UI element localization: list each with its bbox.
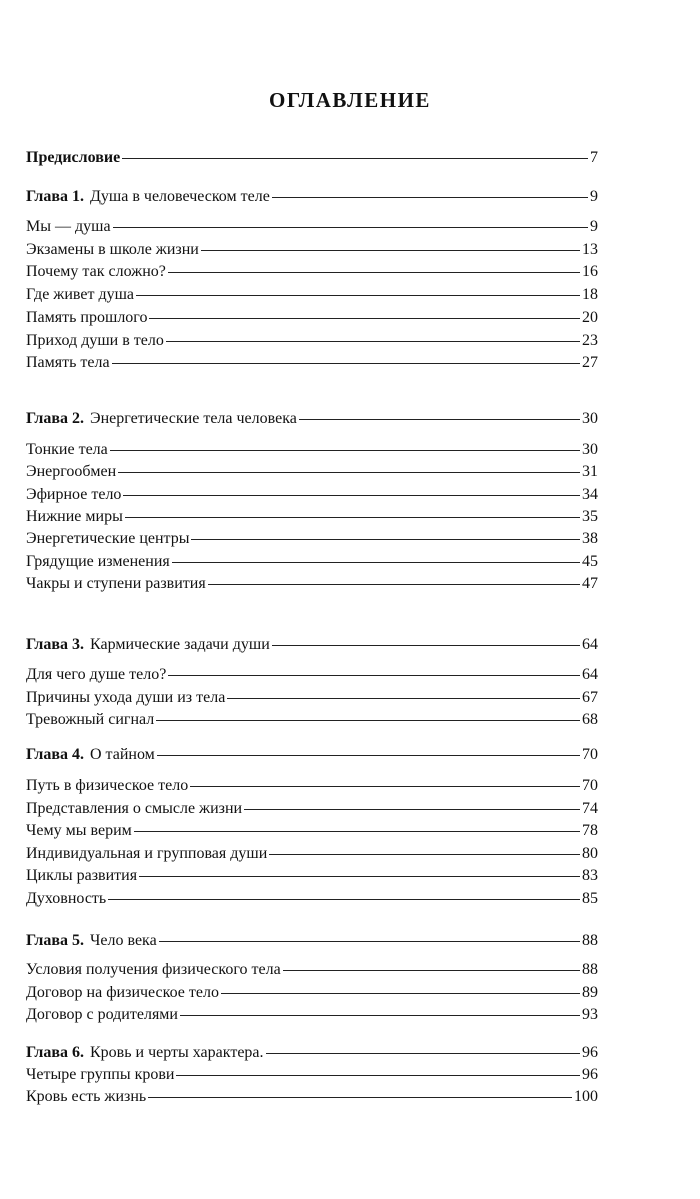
dot-leader [190,786,580,787]
section-page: 9 [590,218,598,235]
dot-leader [122,158,588,159]
section-page: 78 [582,822,598,839]
dot-leader [227,698,580,699]
dot-leader [123,495,580,496]
section-title: Мы — душа [26,218,111,235]
section-page: 70 [582,777,598,794]
dot-leader [112,363,580,364]
toc-section-row [26,216,598,238]
chapter-label: Глава 3. [26,636,84,653]
toc-section-row [26,352,598,374]
toc-section-row [26,551,598,573]
section-page: 27 [582,354,598,371]
section-page: 20 [582,309,598,326]
section-title: Индивидуальная и групповая души [26,845,268,862]
section-page: 13 [582,241,598,258]
section-page: 35 [582,508,598,525]
section-page: 45 [582,553,598,570]
section-page: 16 [582,263,598,280]
chapter-label: Глава 1. [26,188,84,205]
toc-section-row [26,239,598,261]
toc-chapter-row [26,186,598,208]
chapter-label: Глава 2. [26,410,84,427]
dot-leader [113,227,588,228]
toc-section-row [26,528,598,550]
toc-section-row [26,330,598,352]
toc-section-row [26,1064,598,1086]
dot-leader [299,419,580,420]
toc-section-row [26,506,598,528]
section-page: 67 [582,689,598,706]
toc-section-row [26,1086,598,1108]
chapter-title: О тайном [90,746,155,763]
dot-leader [266,1053,580,1054]
dot-leader [168,675,580,676]
dot-leader [125,517,580,518]
dot-leader [136,295,580,296]
toc-section-row [26,461,598,483]
toc-section-row [26,573,598,595]
chapter-page: 64 [582,636,598,653]
section-title: Договор с родителями [26,1006,178,1023]
toc-section-row [26,687,598,709]
section-page: 47 [582,575,598,592]
section-page: 100 [574,1088,598,1105]
toc-section-row [26,865,598,887]
section-page: 74 [582,800,598,817]
section-page: 68 [582,711,598,728]
section-title: Представления о смысле жизни [26,800,243,817]
section-page: 89 [582,984,598,1001]
section-title: Условия получения физического тела [26,961,281,978]
toc-section-row [26,307,598,329]
section-title: Четыре группы крови [26,1066,175,1083]
dot-leader [166,341,580,342]
toc-section-row [26,843,598,865]
section-page: 38 [582,530,598,547]
section-title: Договор на физическое тело [26,984,219,1001]
chapter-title: Душа в человеческом теле [90,188,270,205]
section-title: Где живет душа [26,286,135,303]
dot-leader [149,318,580,319]
dot-leader [191,539,580,540]
dot-leader [118,472,580,473]
chapter-title: Кровь и черты характера. [90,1044,264,1061]
dot-leader [110,450,580,451]
dot-leader [180,1015,580,1016]
toc-section-row [26,1004,598,1026]
toc-section-row [26,798,598,820]
dot-leader [176,1075,580,1076]
dot-leader [272,645,580,646]
section-page: 31 [582,463,598,480]
toc-section-row [26,484,598,506]
toc-section-row [26,709,598,731]
section-page: 34 [582,486,598,503]
section-title: Почему так сложно? [26,263,166,280]
preface-title: Предисловие [26,149,121,166]
toc-section-row [26,284,598,306]
section-title: Для чего душе тело? [26,666,167,683]
toc-section-row [26,261,598,283]
page-title: ОГЛАВЛЕНИЕ [269,88,431,112]
chapter-page: 9 [590,188,598,205]
section-title: Приход души в тело [26,332,164,349]
section-title: Причины ухода души из тела [26,689,226,706]
toc-section-row [26,820,598,842]
section-page: 88 [582,961,598,978]
toc-section-row [26,775,598,797]
toc-chapter-row [26,744,598,766]
dot-leader [269,854,580,855]
section-page: 93 [582,1006,598,1023]
dot-leader [157,755,580,756]
chapter-title: Энергетические тела человека [90,410,297,427]
section-title: Чему мы верим [26,822,132,839]
toc-section-row [26,664,598,686]
dot-leader [159,941,580,942]
toc-chapter-row [26,634,598,656]
section-title: Тревожный сигнал [26,711,155,728]
section-title: Экзамены в школе жизни [26,241,199,258]
chapter-title: Кармические задачи души [90,636,270,653]
dot-leader [283,970,580,971]
section-title: Эфирное тело [26,486,122,503]
dot-leader [208,584,580,585]
chapter-label: Глава 5. [26,932,84,949]
toc-chapter-row [26,1042,598,1064]
dot-leader [221,993,580,994]
section-page: 96 [582,1066,598,1083]
section-page: 83 [582,867,598,884]
chapter-page: 88 [582,932,598,949]
section-title: Духовность [26,890,107,907]
dot-leader [172,562,580,563]
toc-section-row [26,982,598,1004]
section-title: Тонкие тела [26,441,108,458]
section-title: Чакры и ступени развития [26,575,206,592]
section-title: Циклы развития [26,867,138,884]
section-title: Энергообмен [26,463,117,480]
toc-chapter-row [26,930,598,952]
section-title: Грядущие изменения [26,553,170,570]
chapter-page: 70 [582,746,598,763]
chapter-title: Чело века [90,932,157,949]
dot-leader [244,809,580,810]
section-title: Путь в физическое тело [26,777,189,794]
chapter-page: 96 [582,1044,598,1061]
section-page: 18 [582,286,598,303]
section-title: Память прошлого [26,309,148,326]
preface-page: 7 [590,149,598,166]
section-title: Память тела [26,354,110,371]
chapter-label: Глава 6. [26,1044,84,1061]
dot-leader [108,899,580,900]
dot-leader [156,720,580,721]
section-page: 23 [582,332,598,349]
dot-leader [168,272,580,273]
chapter-page: 30 [582,410,598,427]
section-page: 64 [582,666,598,683]
dot-leader [139,876,580,877]
section-page: 80 [582,845,598,862]
toc-section-row [26,439,598,461]
chapter-label: Глава 4. [26,746,84,763]
toc-section-row [26,888,598,910]
section-title: Кровь есть жизнь [26,1088,147,1105]
section-title: Нижние миры [26,508,123,525]
toc-preface-row [26,147,598,169]
section-page: 85 [582,890,598,907]
toc-section-row [26,959,598,981]
dot-leader [201,250,580,251]
dot-leader [148,1097,572,1098]
toc-chapter-row [26,408,598,430]
dot-leader [134,831,580,832]
section-page: 30 [582,441,598,458]
dot-leader [272,197,588,198]
section-title: Энергетические центры [26,530,190,547]
